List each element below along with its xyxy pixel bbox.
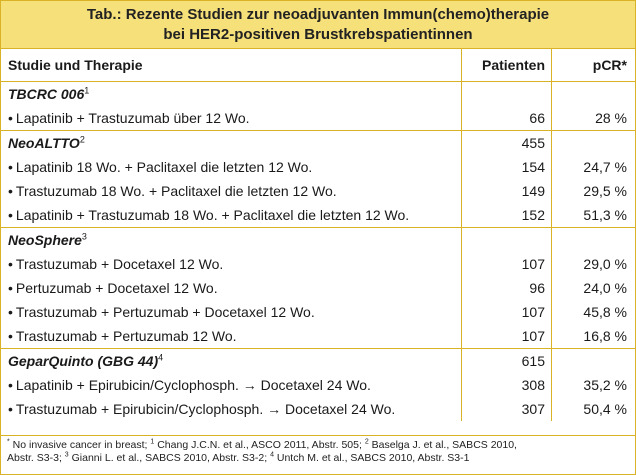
study-pcr	[552, 349, 636, 374]
study-name-text: GeparQuinto (GBG 44)	[8, 353, 159, 369]
bullet-icon: •	[8, 280, 13, 296]
pcr-cell: 50,4 %	[552, 397, 636, 421]
therapy-text: Lapatinib + Trastuzumab 18 Wo. + Paclitaxel die letzten 12 Wo.	[15, 207, 410, 223]
therapy-cell	[1, 300, 462, 324]
patients-cell: 152	[462, 203, 552, 228]
table-row	[1, 324, 635, 349]
patients-cell: 308	[462, 373, 552, 397]
footnote-text-1: Chang J.C.N. et al., ASCO 2011, Abstr. 505;	[154, 439, 365, 451]
pcr-cell: 28 %	[552, 106, 636, 131]
therapy-text: Trastuzumab + Docetaxel 12 Wo.	[15, 256, 224, 272]
footnote-star-text: No invasive cancer in breast;	[9, 439, 151, 451]
table-body	[1, 82, 635, 422]
pcr-cell: 29,0 %	[552, 252, 636, 276]
therapy-text: Trastuzumab + Pertuzumab 12 Wo.	[15, 328, 237, 344]
therapy-cell	[1, 373, 462, 397]
study-name	[1, 82, 462, 107]
study-pcr	[552, 228, 636, 253]
footnote-ref-1: 1	[150, 438, 155, 446]
bullet-icon: •	[8, 304, 13, 320]
therapy-cell	[1, 155, 462, 179]
therapy-cell	[1, 203, 462, 228]
study-row	[1, 228, 635, 253]
studies-table	[1, 49, 635, 421]
table-row	[1, 155, 635, 179]
header-patients: Patienten	[462, 49, 552, 82]
therapy-cell	[1, 276, 462, 300]
footnote-line-1	[7, 439, 629, 452]
pcr-cell: 24,0 %	[552, 276, 636, 300]
patients-cell: 307	[462, 397, 552, 421]
pcr-cell: 45,8 %	[552, 300, 636, 324]
therapy-cell	[1, 324, 462, 349]
header-pcr: pCR*	[552, 49, 636, 82]
bullet-icon: •	[8, 328, 13, 344]
therapy-cell	[1, 397, 462, 421]
pcr-cell: 35,2 %	[552, 373, 636, 397]
study-ref: 1	[84, 85, 90, 96]
therapy-text: Lapatinib 18 Wo. + Paclitaxel die letzten 12 Wo.	[15, 159, 313, 175]
pcr-cell: 24,7 %	[552, 155, 636, 179]
table-row	[1, 106, 635, 131]
pcr-cell: 51,3 %	[552, 203, 636, 228]
therapy-text: Trastuzumab 18 Wo. + Paclitaxel die letzten 12 Wo.	[15, 183, 337, 199]
patients-cell: 96	[462, 276, 552, 300]
study-row	[1, 349, 635, 374]
table-title	[1, 1, 635, 49]
patients-cell: 149	[462, 179, 552, 203]
footnote-star: *	[7, 438, 10, 446]
header-therapy: Studie und Therapie	[8, 57, 143, 73]
study-patients: 455	[462, 131, 552, 156]
bullet-icon: •	[8, 256, 13, 272]
study-pcr	[552, 82, 636, 107]
study-name	[1, 131, 462, 156]
table-row	[1, 276, 635, 300]
therapy-text: Trastuzumab + Epirubicin/Cyclophosph. → Docetaxel 24 Wo.	[15, 401, 396, 417]
table-row	[1, 203, 635, 228]
footnote-text-2b: Abstr. S3-3;	[7, 452, 65, 464]
therapy-cell	[1, 179, 462, 203]
study-row	[1, 82, 635, 107]
bullet-icon: •	[8, 377, 13, 393]
study-name	[1, 349, 462, 374]
study-name-text: TBCRC 006	[8, 86, 85, 102]
table-row	[1, 397, 635, 421]
study-patients: 615	[462, 349, 552, 374]
study-name	[1, 228, 462, 253]
therapy-text: Lapatinib + Trastuzumab über 12 Wo.	[15, 110, 250, 126]
header-row	[1, 49, 635, 82]
bullet-icon: •	[8, 110, 13, 126]
title-line-1: Tab.: Rezente Studien zur neoadjuvanten Immun(chemo)therapie	[86, 6, 550, 23]
footnote-ref-3: 3	[64, 451, 69, 459]
study-ref: 4	[158, 352, 164, 363]
bullet-icon: •	[8, 159, 13, 175]
bullet-icon: •	[8, 183, 13, 199]
study-patients	[462, 228, 552, 253]
therapy-cell	[1, 252, 462, 276]
footnote-ref-4: 4	[270, 451, 274, 459]
footnote-ref-2: 2	[364, 438, 369, 446]
patients-cell: 107	[462, 252, 552, 276]
study-ref: 2	[79, 134, 85, 145]
footnote-text-3: Gianni L. et al., SABCS 2010, Abstr. S3-2;	[68, 452, 271, 464]
table-row	[1, 373, 635, 397]
study-name-text: NeoSphere	[8, 232, 82, 248]
title-line-2: bei HER2-positiven Brustkrebspatientinnen	[163, 26, 473, 43]
pcr-cell: 16,8 %	[552, 324, 636, 349]
footnote-text-2: Baselga J. et al., SABCS 2010,	[368, 439, 517, 451]
study-ref: 3	[81, 231, 87, 242]
footnote	[1, 435, 635, 474]
bullet-icon: •	[8, 401, 13, 417]
study-pcr	[552, 131, 636, 156]
table-row	[1, 179, 635, 203]
study-patients	[462, 82, 552, 107]
therapy-text: Pertuzumab + Docetaxel 12 Wo.	[15, 280, 218, 296]
therapy-cell	[1, 106, 462, 131]
patients-cell: 107	[462, 324, 552, 349]
table-row	[1, 252, 635, 276]
footnote-text-4: Untch M. et al., SABCS 2010, Abstr. S3-1	[273, 452, 470, 464]
footnote-line-2	[7, 452, 629, 465]
bullet-icon: •	[8, 207, 13, 223]
study-row	[1, 131, 635, 156]
therapy-text: Trastuzumab + Pertuzumab + Docetaxel 12 Wo.	[15, 304, 315, 320]
study-name-text: NeoALTTO	[8, 135, 80, 151]
therapy-text: Lapatinib + Epirubicin/Cyclophosph. → Docetaxel 24 Wo.	[15, 377, 371, 393]
patients-cell: 154	[462, 155, 552, 179]
table-row	[1, 300, 635, 324]
pcr-cell: 29,5 %	[552, 179, 636, 203]
patients-cell: 66	[462, 106, 552, 131]
patients-cell: 107	[462, 300, 552, 324]
